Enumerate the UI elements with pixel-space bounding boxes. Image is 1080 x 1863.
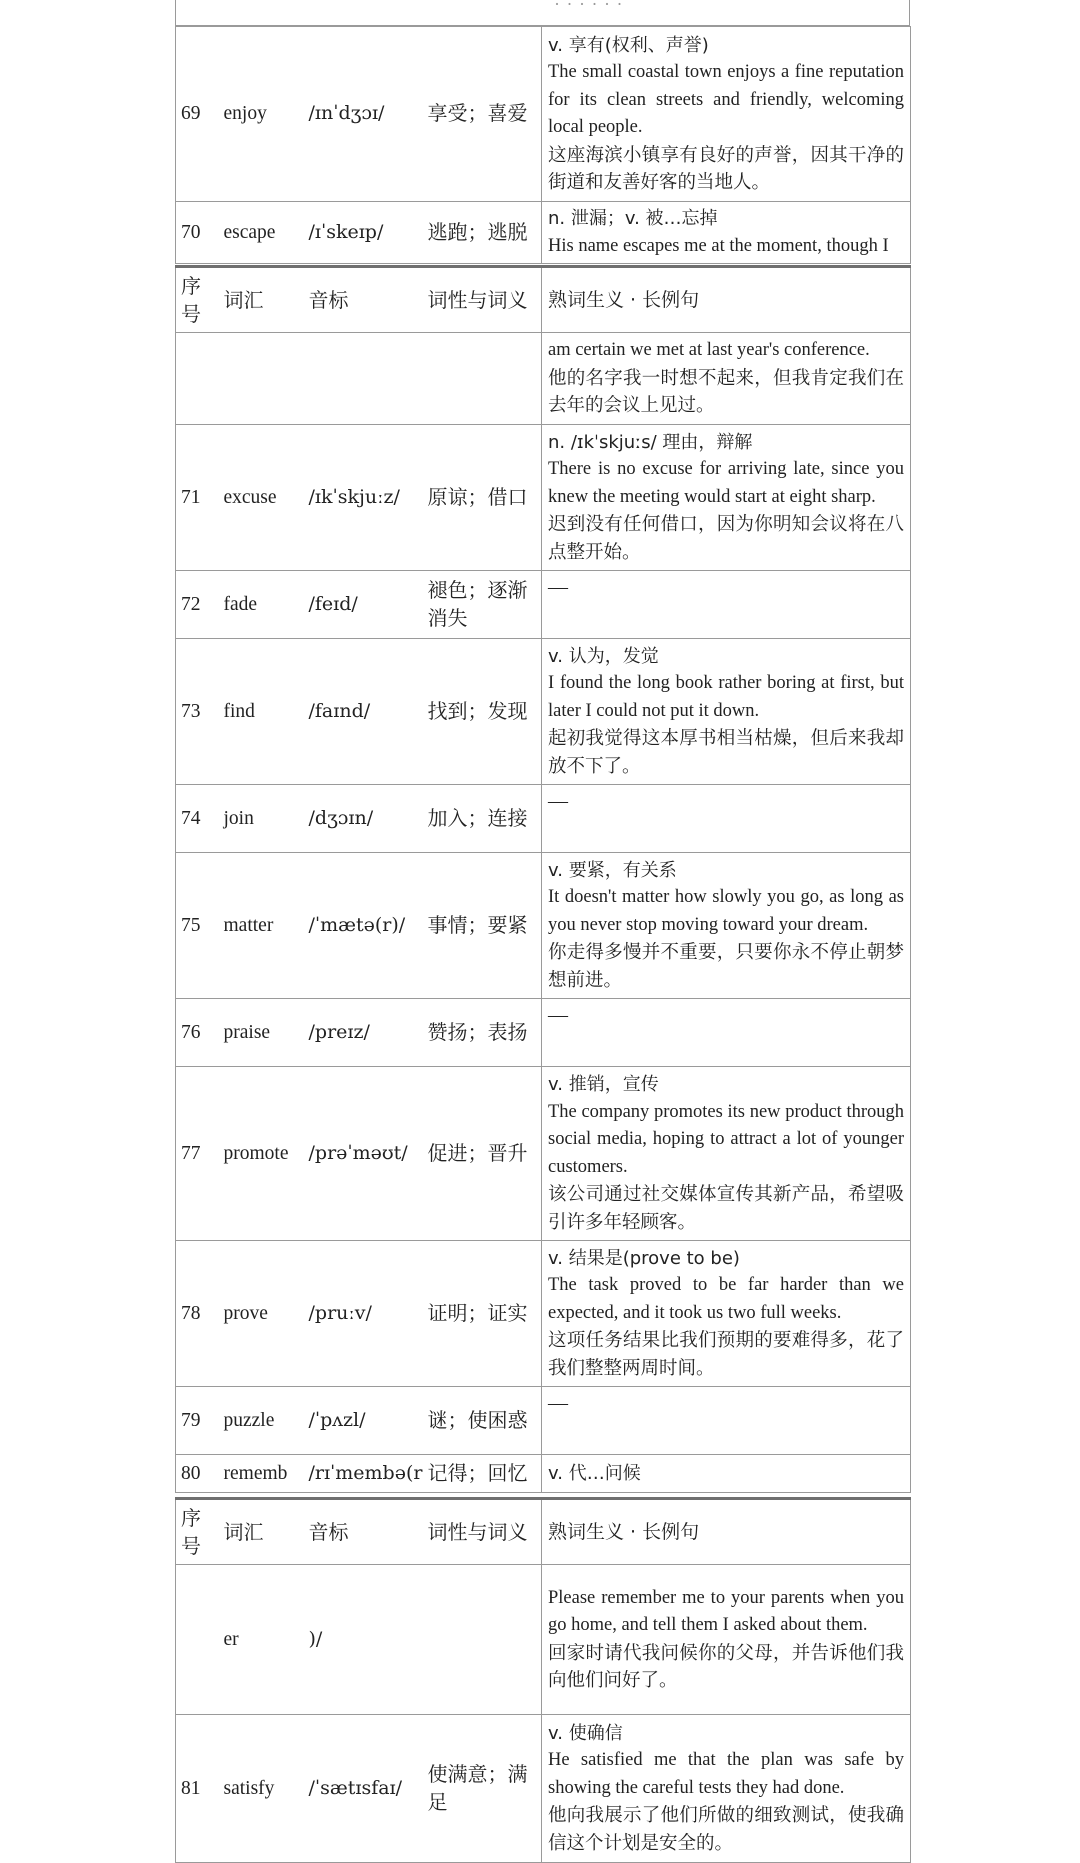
- header-word: 词汇: [216, 1499, 304, 1565]
- row-extra-usage: [542, 1241, 911, 1387]
- row-word: [216, 333, 304, 425]
- table-row: [176, 1067, 911, 1241]
- row-word: join: [216, 785, 304, 853]
- table-row: [176, 333, 911, 425]
- row-example-english: Please remember me to your parents when you go home, and tell them I asked about them.: [548, 1587, 904, 1635]
- row-extra-usage: [542, 1715, 911, 1863]
- row-extra-sense: v. 使确信: [548, 1722, 623, 1744]
- row-number: [176, 1565, 216, 1715]
- table-row: [176, 999, 911, 1067]
- row-phonetic: /ɪˈskeɪp/: [304, 202, 424, 264]
- row-extra-usage: [542, 639, 911, 785]
- table-row: [176, 1565, 911, 1715]
- row-phonetic: /dʒɔɪn/: [304, 785, 424, 853]
- row-phonetic: /pruːv/: [304, 1241, 424, 1387]
- row-example-chinese: 这项任务结果比我们预期的要难得多，花了我们整整两周时间。: [548, 1330, 904, 1379]
- row-example-english: The company promotes its new product through social media, hoping to attract a lot of younger customers.: [548, 1101, 904, 1177]
- row-extra-usage: [542, 785, 911, 853]
- table-row: [176, 571, 911, 639]
- row-extra-sense: n. /ɪkˈskjuːs/ 理由，辩解: [548, 431, 753, 453]
- row-example-chinese: 该公司通过社交媒体宣传其新产品，希望吸引许多年轻顾客。: [548, 1184, 904, 1233]
- row-example-english: am certain we met at last year's conference.: [548, 340, 870, 361]
- row-example-english: His name escapes me at the moment, though I: [548, 235, 889, 256]
- table-row: [176, 785, 911, 853]
- table-row: [176, 1455, 911, 1493]
- row-number: 75: [176, 853, 216, 999]
- vocab-table-3: [175, 1497, 911, 1863]
- row-number: 72: [176, 571, 216, 639]
- row-meaning: 促进；晋升: [424, 1067, 542, 1241]
- top-fragment-text: · · · · · ·: [554, 0, 624, 14]
- row-meaning: 找到；发现: [424, 639, 542, 785]
- header-word: 词汇: [216, 267, 304, 333]
- row-meaning: [424, 1565, 542, 1715]
- row-meaning: 使满意；满足: [424, 1715, 542, 1863]
- table-row: [176, 27, 911, 202]
- row-example-chinese: 他向我展示了他们所做的细致测试，使我确信这个计划是安全的。: [548, 1805, 904, 1854]
- row-extra-usage: [542, 853, 911, 999]
- row-word: fade: [216, 571, 304, 639]
- row-number: 69: [176, 27, 216, 202]
- row-meaning: 加入；连接: [424, 785, 542, 853]
- row-phonetic: /ˈmætə(r)/: [304, 853, 424, 999]
- table-row: [176, 425, 911, 571]
- row-word: rememb: [216, 1455, 304, 1493]
- row-phonetic: )/: [304, 1565, 424, 1715]
- row-meaning: 赞扬；表扬: [424, 999, 542, 1067]
- row-meaning: 谜；使困惑: [424, 1387, 542, 1455]
- row-example-chinese: 你走得多慢并不重要，只要你永不停止朝梦想前进。: [548, 942, 904, 991]
- row-extra-usage: [542, 1455, 911, 1493]
- row-extra-usage: [542, 999, 911, 1067]
- row-word: escape: [216, 202, 304, 264]
- row-phonetic: /ˈpʌzl/: [304, 1387, 424, 1455]
- row-example-english: He satisfied me that the plan was safe by showing the careful tests they had done.: [548, 1750, 904, 1798]
- row-phonetic: /prəˈməʊt/: [304, 1067, 424, 1241]
- row-extra-sense: —: [548, 790, 568, 812]
- row-extra-usage: [542, 27, 911, 202]
- row-extra-sense: v. 要紧，有关系: [548, 859, 677, 881]
- header-phonetic: 音标: [304, 1499, 424, 1565]
- header-extra: 熟词生义 · 长例句: [542, 267, 911, 333]
- row-extra-usage: [542, 1067, 911, 1241]
- row-word: matter: [216, 853, 304, 999]
- row-number: 77: [176, 1067, 216, 1241]
- row-meaning: 记得；回忆: [424, 1455, 542, 1493]
- row-number: [176, 333, 216, 425]
- row-extra-sense: v. 代…问候: [548, 1462, 641, 1484]
- row-extra-usage: [542, 202, 911, 264]
- row-word: promote: [216, 1067, 304, 1241]
- row-number: 70: [176, 202, 216, 264]
- vocab-table-1: [175, 26, 911, 264]
- row-extra-usage: [542, 333, 911, 425]
- table-row: [176, 853, 911, 999]
- row-phonetic: /ɪkˈskjuːz/: [304, 425, 424, 571]
- row-meaning: 逃跑；逃脱: [424, 202, 542, 264]
- table-row: [176, 1715, 911, 1863]
- row-meaning: 享受；喜爱: [424, 27, 542, 202]
- row-extra-sense: —: [548, 576, 568, 598]
- header-extra: 熟词生义 · 长例句: [542, 1499, 911, 1565]
- row-extra-usage: [542, 571, 911, 639]
- row-word: excuse: [216, 425, 304, 571]
- row-extra-usage: [542, 425, 911, 571]
- row-word: enjoy: [216, 27, 304, 202]
- row-example-english: I found the long book rather boring at first, but later I could not put it down.: [548, 673, 904, 721]
- row-word: praise: [216, 999, 304, 1067]
- row-extra-sense: —: [548, 1392, 568, 1414]
- table-header-row: [176, 267, 911, 333]
- row-word: puzzle: [216, 1387, 304, 1455]
- row-phonetic: /preɪz/: [304, 999, 424, 1067]
- row-phonetic: /faɪnd/: [304, 639, 424, 785]
- row-number: 71: [176, 425, 216, 571]
- table-row: [176, 1387, 911, 1455]
- row-number: 74: [176, 785, 216, 853]
- row-extra-sense: v. 推销，宣传: [548, 1074, 659, 1095]
- row-example-chinese: 他的名字我一时想不起来，但我肯定我们在去年的会议上见过。: [548, 367, 904, 417]
- header-no: 序号: [176, 267, 216, 333]
- row-example-chinese: 这座海滨小镇享有良好的声誉，因其干净的街道和友善好客的当地人。: [548, 144, 904, 193]
- table-row: [176, 639, 911, 785]
- row-number: 73: [176, 639, 216, 785]
- row-example-english: There is no excuse for arriving late, since you knew the meeting would start at eight sharp.: [548, 459, 904, 507]
- row-word: er: [216, 1565, 304, 1715]
- row-phonetic: /ɪnˈdʒɔɪ/: [304, 27, 424, 202]
- table-header-row: [176, 1499, 911, 1565]
- row-extra-sense: —: [548, 1004, 568, 1026]
- row-extra-sense: n. 泄漏；v. 被…忘掉: [548, 208, 718, 229]
- row-extra-usage: [542, 1565, 911, 1715]
- row-extra-usage: [542, 1387, 911, 1455]
- row-example-chinese: 起初我觉得这本厚书相当枯燥，但后来我却放不下了。: [548, 728, 904, 777]
- row-number: 79: [176, 1387, 216, 1455]
- row-word: prove: [216, 1241, 304, 1387]
- row-meaning: [424, 333, 542, 425]
- row-phonetic: /rɪˈmembə(r: [304, 1455, 424, 1493]
- table-row: [176, 1241, 911, 1387]
- row-extra-sense: v. 认为，发觉: [548, 645, 659, 667]
- row-word: satisfy: [216, 1715, 304, 1863]
- row-extra-sense: v. 结果是(prove to be): [548, 1247, 740, 1269]
- row-phonetic: /feɪd/: [304, 571, 424, 639]
- row-number: 76: [176, 999, 216, 1067]
- row-example-english: The task proved to be far harder than we expected, and it took us two full weeks.: [548, 1275, 904, 1323]
- row-phonetic: /ˈsætɪsfaɪ/: [304, 1715, 424, 1863]
- header-pos-meaning: 词性与词义: [424, 267, 542, 333]
- row-word: find: [216, 639, 304, 785]
- header-pos-meaning: 词性与词义: [424, 1499, 542, 1565]
- row-extra-sense: v. 享有(权利、声誉): [548, 34, 709, 56]
- row-example-english: The small coastal town enjoys a fine reputation for its clean streets and friendly, welcoming local people.: [548, 62, 904, 137]
- row-meaning: 褪色；逐渐消失: [424, 571, 542, 639]
- row-number: 81: [176, 1715, 216, 1863]
- row-example-english: It doesn't matter how slowly you go, as long as you never stop moving toward your dream.: [548, 887, 904, 935]
- vocab-table-2: [175, 265, 911, 1493]
- table-row: [176, 202, 911, 264]
- row-number: 80: [176, 1455, 216, 1493]
- row-meaning: 事情；要紧: [424, 853, 542, 999]
- row-example-chinese: 回家时请代我问候你的父母，并告诉他们我向他们问好了。: [548, 1642, 904, 1691]
- row-example-chinese: 迟到没有任何借口，因为你明知会议将在八点整开始。: [548, 514, 904, 563]
- row-meaning: 证明；证实: [424, 1241, 542, 1387]
- header-no: 序号: [176, 1499, 216, 1565]
- row-number: 78: [176, 1241, 216, 1387]
- row-phonetic: [304, 333, 424, 425]
- row-meaning: 原谅；借口: [424, 425, 542, 571]
- top-fragment-row: [175, 0, 910, 26]
- header-phonetic: 音标: [304, 267, 424, 333]
